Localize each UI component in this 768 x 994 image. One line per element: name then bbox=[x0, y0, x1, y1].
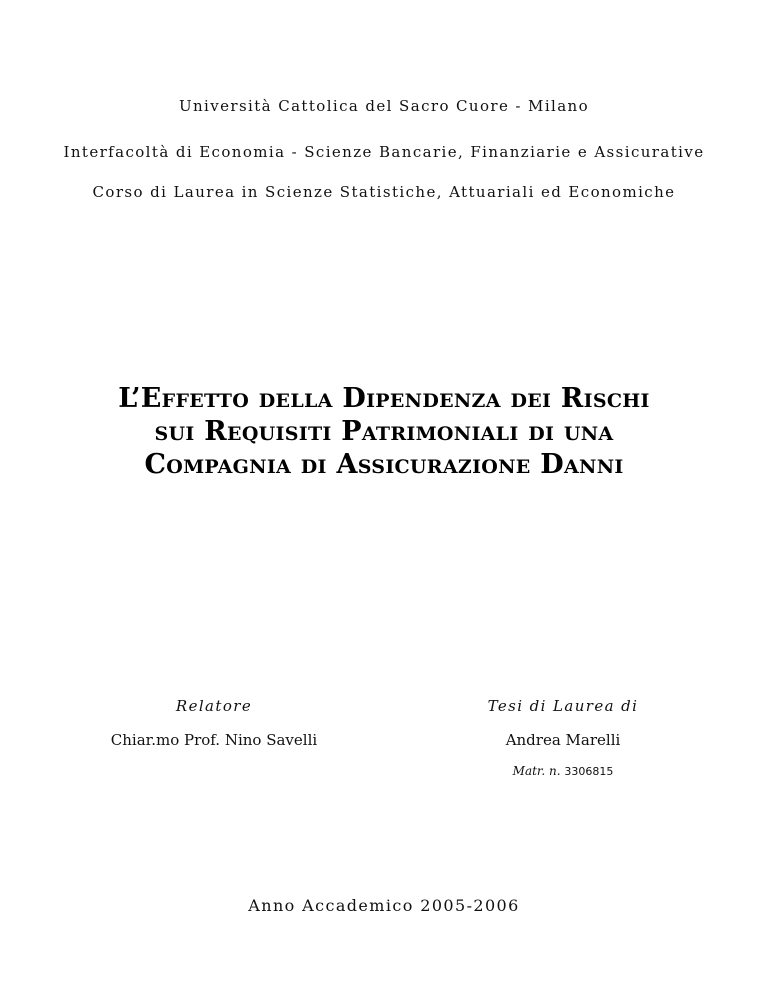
university-name: Università Cattolica del Sacro Cuore - Milano bbox=[178, 97, 590, 115]
author-name: Andrea Marelli bbox=[505, 731, 621, 749]
thesis-title-line-2: sui Requisiti Patrimoniali di una bbox=[154, 416, 614, 447]
thesis-title-line-3: Compagnia di Assicurazione Danni bbox=[144, 449, 624, 480]
degree-course: Corso di Laurea in Scienze Statistiche, Attuariali ed Economiche bbox=[92, 183, 676, 201]
faculty-name: Interfacoltà di Economia - Scienze Bancarie, Finanziarie e Assicurative bbox=[63, 143, 705, 161]
matriculation-number bbox=[420, 764, 706, 778]
author-role: Tesi di Laurea di bbox=[487, 697, 639, 715]
thesis-title-line-1: L’Effetto della Dipendenza dei Rischi bbox=[118, 383, 650, 414]
thesis-title bbox=[0, 382, 768, 481]
matriculation-label: Matr. n. bbox=[512, 764, 561, 778]
supervisor-role: Relatore bbox=[175, 697, 253, 715]
supervisor-name: Chiar.mo Prof. Nino Savelli bbox=[110, 731, 318, 749]
matriculation-value: 3306815 bbox=[564, 765, 614, 778]
academic-year: Anno Accademico 2005-2006 bbox=[248, 896, 520, 915]
